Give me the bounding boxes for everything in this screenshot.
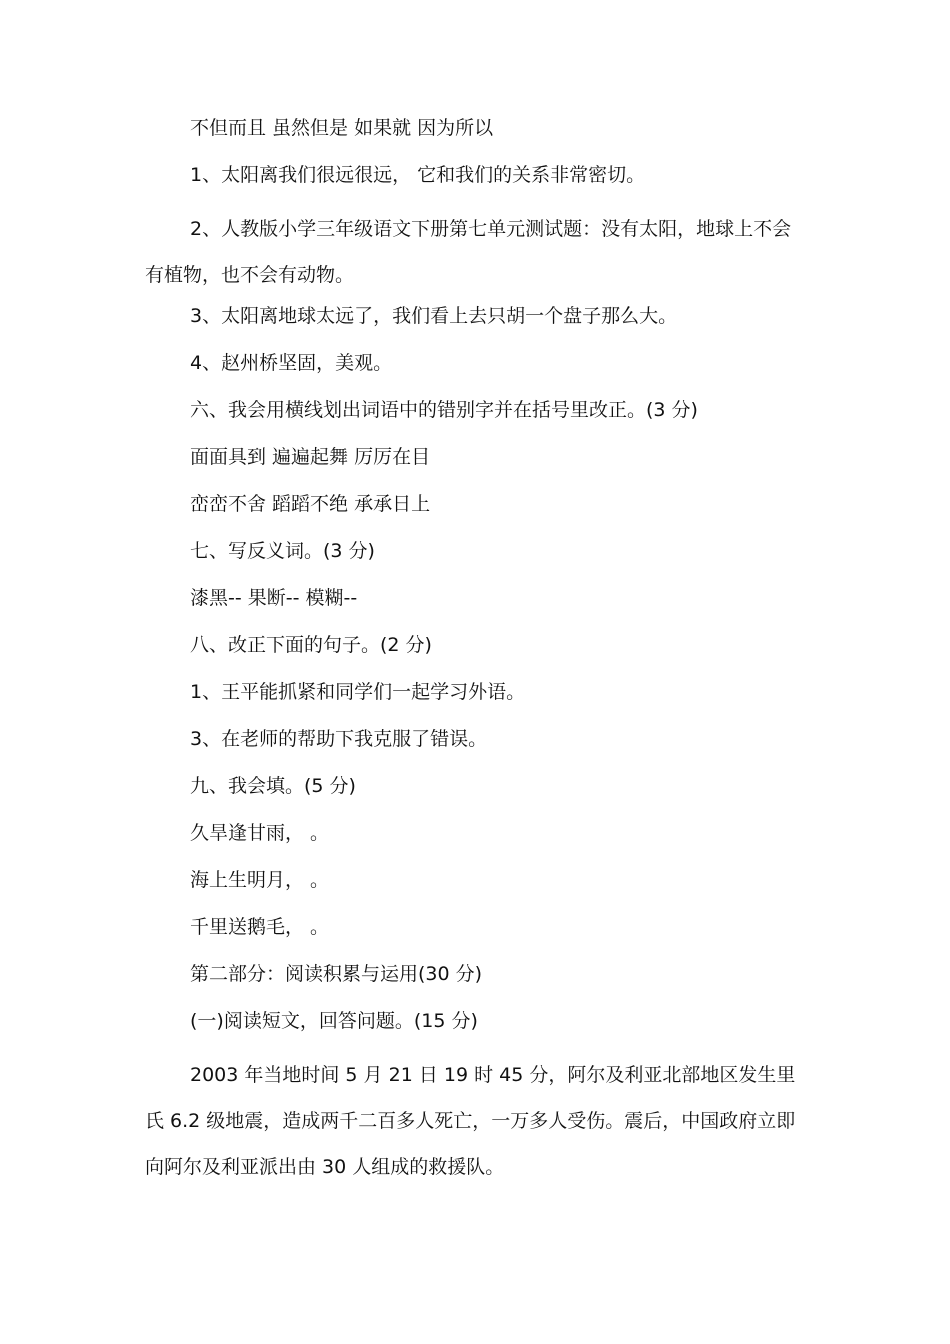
- sentence-item-3: 3、太阳离地球太远了，我们看上去只胡一个盘子那么大。: [190, 305, 678, 327]
- section-nine-heading: 九、我会填。(5 分): [190, 775, 356, 797]
- poem-fill-1: 久旱逢甘雨， 。: [190, 822, 330, 844]
- reading-passage: 2003 年当地时间 5 月 21 日 19 时 45 分，阿尔及利亚北部地区发生里氏 6.2 级地震，造成两千二百多人死亡，一万多人受伤。震后，中国政府立即向阿尔及利亚派出由 30 人组成的救援队。: [145, 1064, 796, 1178]
- section-eight-heading: 八、改正下面的句子。(2 分): [190, 634, 432, 656]
- section-six-heading: 六、我会用横线划出词语中的错别字并在括号里改正。(3 分): [190, 399, 698, 421]
- poem-fill-3: 千里送鹅毛， 。: [190, 916, 330, 938]
- correction-item-1: 1、王平能抓紧和同学们一起学习外语。: [190, 681, 526, 703]
- typo-words-row-1: 面面具到 遍遍起舞 厉厉在目: [190, 446, 431, 468]
- document-body: [145, 112, 810, 1192]
- conjunction-list: 不但而且 虽然但是 如果就 因为所以: [190, 117, 494, 139]
- typo-words-row-2: 峦峦不舍 蹈蹈不绝 承承日上: [190, 493, 431, 515]
- section-seven-heading: 七、写反义词。(3 分): [190, 540, 375, 562]
- poem-fill-2: 海上生明月， 。: [190, 869, 330, 891]
- sentence-item-1: 1、太阳离我们很远很远， 它和我们的关系非常密切。: [190, 164, 646, 186]
- sentence-item-4: 4、赵州桥坚固，美观。: [190, 352, 393, 374]
- reading-section-heading: (一)阅读短文，回答问题。(15 分): [190, 1010, 478, 1032]
- antonym-words: 漆黑-- 果断-- 模糊--: [190, 587, 358, 609]
- sentence-item-2: 2、人教版小学三年级语文下册第七单元测试题：没有太阳，地球上不会有植物，也不会有动物。: [145, 218, 792, 286]
- part-two-heading: 第二部分：阅读积累与运用(30 分): [190, 963, 483, 985]
- correction-item-3: 3、在老师的帮助下我克服了错误。: [190, 728, 488, 750]
